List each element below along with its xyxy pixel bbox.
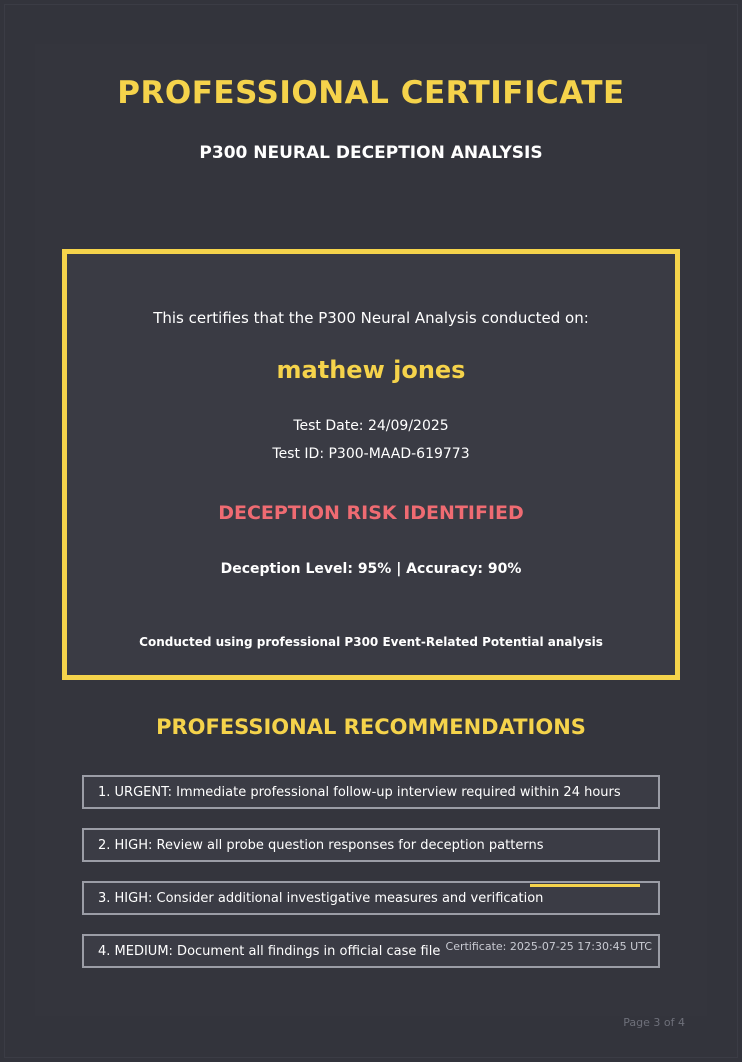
certificate-method-note: Conducted using professional P300 Event-Related Potential analysis bbox=[139, 635, 603, 649]
recommendations-heading: PROFESSIONAL RECOMMENDATIONS bbox=[156, 715, 586, 739]
list-item: 2. HIGH: Review all probe question responses for deception patterns bbox=[82, 828, 660, 862]
list-item: 1. URGENT: Immediate professional follow-up interview required within 24 hours bbox=[82, 775, 660, 809]
certificate-timestamp-stamp: Certificate: 2025-07-25 17:30:45 UTC bbox=[445, 940, 652, 953]
certificate-subject-name: mathew jones bbox=[276, 356, 466, 384]
gold-accent-bar bbox=[530, 884, 640, 887]
certificate-test-id: Test ID: P300-MAAD-619773 bbox=[272, 446, 470, 462]
certificate-metrics: Deception Level: 95% | Accuracy: 90% bbox=[220, 561, 522, 577]
deception-risk-status: DECEPTION RISK IDENTIFIED bbox=[218, 502, 524, 524]
certificate-test-date: Test Date: 24/09/2025 bbox=[293, 418, 449, 434]
recommendations-list bbox=[82, 775, 660, 987]
list-item: 4. MEDIUM: Document all findings in official case file bbox=[82, 934, 660, 968]
certificate-intro-line: This certifies that the P300 Neural Analysis conducted on: bbox=[153, 309, 589, 327]
page-title: PROFESSIONAL CERTIFICATE bbox=[117, 75, 625, 111]
page-number: Page 3 of 4 bbox=[623, 1016, 685, 1029]
page-subtitle: P300 NEURAL DECEPTION ANALYSIS bbox=[199, 143, 543, 163]
list-item: 3. HIGH: Consider additional investigative measures and verification bbox=[82, 881, 660, 915]
